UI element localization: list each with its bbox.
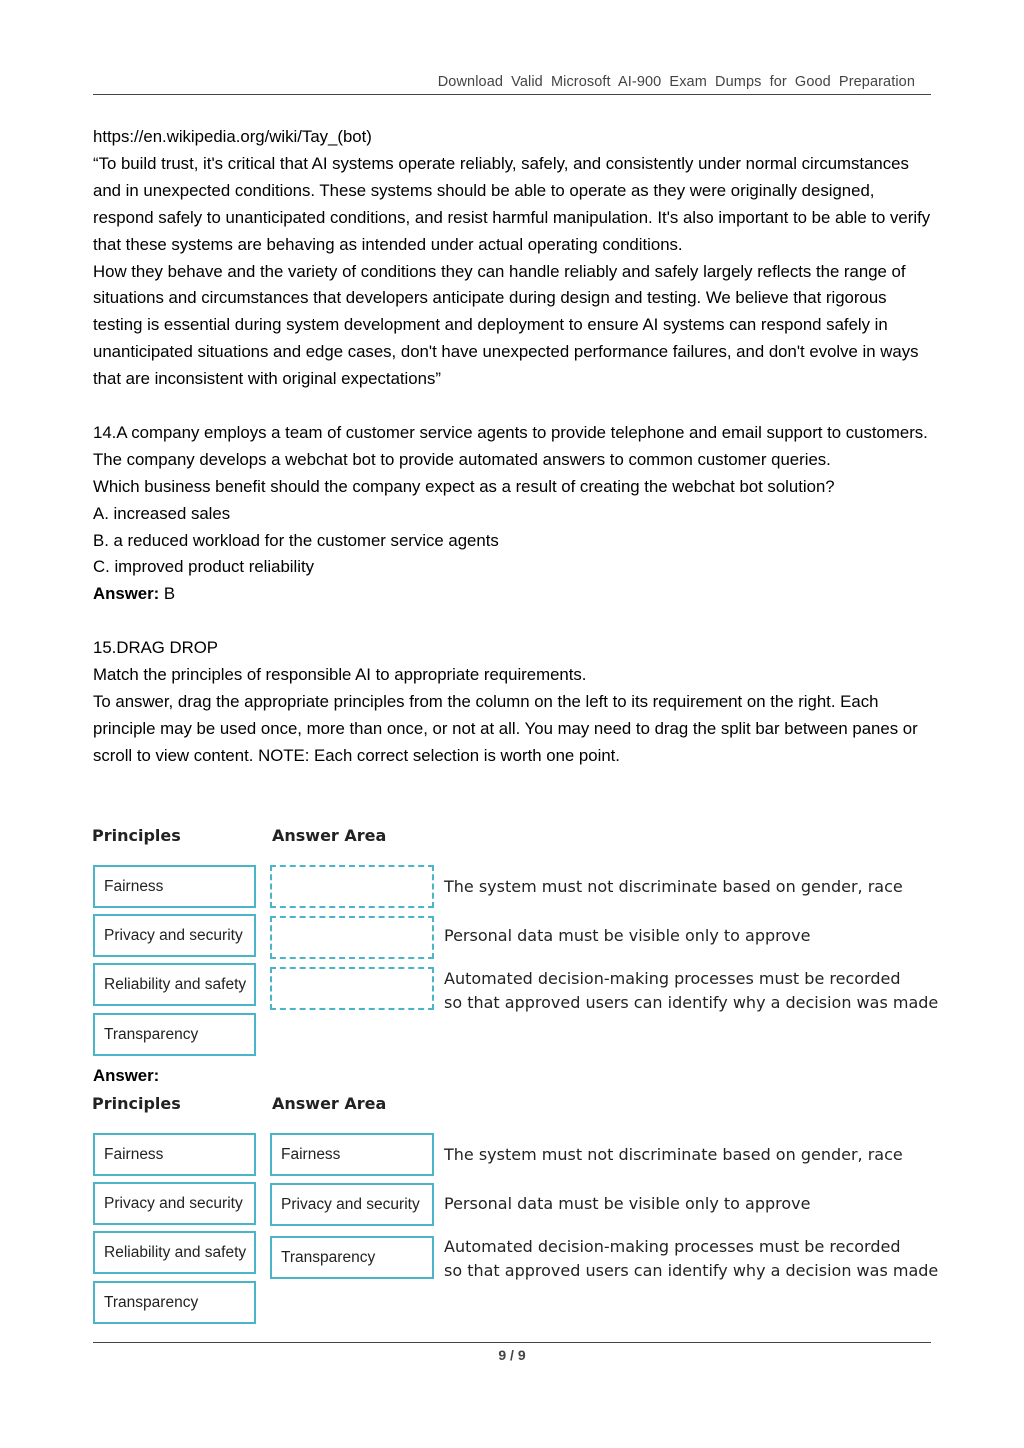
answer-filled-3: Transparency — [270, 1236, 434, 1279]
q14-option-a: A. increased sales — [93, 503, 231, 523]
quote-paragraph-2: How they behave and the variety of conditions they can handle reliably and safely largely reflects the range of situations and circumstances that developers anticipate during design and testing. We believe that rigorous testing is essential during system development and deployment to ensure AI systems can respond safely in unanticipated situations and edge cases, don't have unexpected performance failures, and don't evolve in ways that are inconsistent with original expectations” — [93, 261, 919, 389]
q14-question-line-1: 14.A company employs a team of customer service agents to provide telephone and email support to customers. — [93, 422, 928, 442]
answer-filled-2: Privacy and security — [270, 1183, 434, 1226]
requirement-2: Personal data must be visible only to approve — [444, 1194, 811, 1213]
quote-paragraph-1: “To build trust, it's critical that AI systems operate reliably, safely, and consistently under normal circumstances and in unexpected conditions. These systems should be able to operate as they were originally designed, respond safely to unanticipated conditions, and resist harmful manipulation. It's also important to be able to verify that these systems are behaving as intended under actual operating conditions. — [93, 153, 931, 254]
answer-slot-3[interactable] — [270, 967, 434, 1010]
q14-option-b: B. a reduced workload for the customer service agents — [93, 530, 499, 550]
answer-area-header: Answer Area — [272, 826, 387, 845]
principle-transparency: Transparency — [93, 1281, 256, 1324]
principle-reliability-and-safety: Reliability and safety — [93, 1231, 256, 1274]
page-footer — [93, 1342, 931, 1363]
q15-instruction-1: Match the principles of responsible AI to appropriate requirements. — [93, 665, 587, 685]
q14-answer-value: B — [159, 584, 176, 604]
page-header — [93, 72, 931, 95]
principle-reliability-and-safety[interactable]: Reliability and safety — [93, 963, 256, 1006]
source-url: https://en.wikipedia.org/wiki/Tay_(bot) — [93, 127, 372, 146]
principle-privacy-and-security[interactable]: Privacy and security — [93, 914, 256, 957]
answer-area-header-answer: Answer Area — [272, 1094, 387, 1113]
q15-instruction-2: To answer, drag the appropriate principles from the column on the left to its requirement on the right. Each principle may be used once, more than once, or not at all. You may need to drag the split bar between panes or scroll to view content. NOTE: Each correct selection is worth one point. — [93, 692, 918, 765]
q14-answer-label: Answer: — [93, 584, 160, 604]
principles-header-answer: Principles — [92, 1094, 181, 1113]
requirement-3-line-2: so that approved users can identify why a decision was made — [444, 993, 939, 1012]
q14-question-line-3: Which business benefit should the company expect as a result of creating the webchat bot solution? — [93, 476, 835, 496]
drag-drop-question-figure — [90, 826, 940, 1066]
answer-slot-1[interactable] — [270, 865, 434, 908]
principle-fairness[interactable]: Fairness — [93, 865, 256, 908]
principle-privacy-and-security: Privacy and security — [93, 1182, 256, 1225]
principles-header: Principles — [92, 826, 181, 845]
header-text: Download Valid Microsoft AI-900 Exam Dumps for Good Preparation — [437, 74, 915, 90]
requirement-1: The system must not discriminate based on gender, race — [444, 877, 903, 896]
answer-slot-2[interactable] — [270, 916, 434, 959]
q14-option-c: C. improved product reliability — [93, 557, 315, 577]
principle-transparency[interactable]: Transparency — [93, 1013, 256, 1056]
requirement-3-line-1: Automated decision-making processes must be recorded — [444, 1237, 901, 1256]
requirement-3-line-2: so that approved users can identify why a decision was made — [444, 1261, 939, 1280]
q14-answer — [93, 581, 938, 608]
answer-filled-1: Fairness — [270, 1133, 434, 1176]
requirement-1: The system must not discriminate based on gender, race — [444, 1145, 903, 1164]
drag-drop-answer-figure — [90, 1094, 940, 1334]
q14-question-line-2: The company develops a webchat bot to provide automated answers to common customer queries. — [93, 449, 831, 469]
requirement-3-line-1: Automated decision-making processes must be recorded — [444, 969, 901, 988]
document-body — [93, 124, 938, 770]
requirement-2: Personal data must be visible only to approve — [444, 926, 811, 945]
q15-answer-label: Answer: — [93, 1066, 160, 1085]
page-number: 9 / 9 — [498, 1347, 526, 1363]
principle-fairness: Fairness — [93, 1133, 256, 1176]
q15-title: 15.DRAG DROP — [93, 638, 218, 658]
